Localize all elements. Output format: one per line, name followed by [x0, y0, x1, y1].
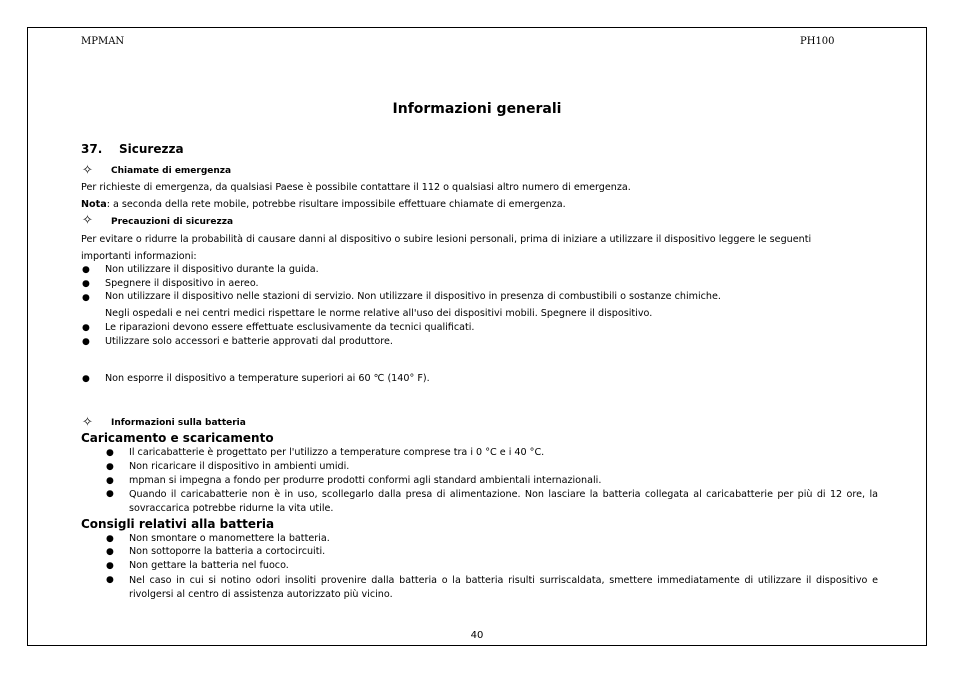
bullet-icon: ● — [82, 323, 90, 333]
charging-title: Caricamento e scaricamento — [81, 431, 274, 445]
section-number: 37. — [81, 142, 103, 156]
star-icon: ✧ — [82, 163, 93, 178]
bullet-icon: ● — [82, 337, 90, 347]
list-item: Le riparazioni devono essere effettuate esclusivamente da tecnici qualificati. — [105, 322, 475, 333]
page-number: 40 — [470, 630, 484, 641]
tips-title: Consigli relativi alla batteria — [81, 517, 275, 531]
star-icon: ✧ — [82, 415, 93, 430]
bullet-icon: ● — [82, 265, 90, 275]
bullet-icon: ● — [106, 547, 114, 557]
precautions-intro-cont: importanti informazioni: — [81, 251, 197, 262]
list-item: Non utilizzare il dispositivo nelle stazioni di servizio. Non utilizzare il dispositivo in presenza di combustibili o sostanze chimiche. — [105, 291, 721, 302]
note-label: Nota — [81, 199, 107, 210]
bullet-icon: ● — [106, 575, 114, 585]
bullet-icon: ● — [82, 279, 90, 289]
bullet-icon: ● — [106, 489, 114, 499]
precautions-heading: Precauzioni di sicurezza — [111, 217, 234, 227]
page-title: Informazioni generali — [392, 101, 562, 117]
bullet-icon: ● — [106, 561, 114, 571]
bullet-icon: ● — [106, 448, 114, 458]
emergency-heading: Chiamate di emergenza — [111, 166, 232, 176]
emergency-text: Per richieste di emergenza, da qualsiasi Paese è possibile contattare il 112 o qualsiasi altro numero di emergenza. — [81, 182, 631, 193]
section-title: Sicurezza — [119, 142, 184, 156]
list-item: Quando il caricabatterie non è in uso, scollegarlo dalla presa di alimentazione. Non lasciare la batteria collegata al caricabatterie per più di 12 ore, la sovraccarica potrebbe ridurne la vita utile. — [129, 489, 878, 514]
note-text: : a seconda della rete mobile, potrebbe risultare impossibile effettuare chiamate di emergenza. — [106, 199, 566, 210]
list-item: Non sottoporre la batteria a cortocircuiti. — [129, 546, 326, 557]
emergency-note — [81, 199, 566, 210]
bullet-icon: ● — [106, 534, 114, 544]
battery-heading: Informazioni sulla batteria — [111, 418, 246, 428]
bullet-icon: ● — [82, 293, 90, 303]
list-item: Non gettare la batteria nel fuoco. — [129, 560, 289, 571]
list-item: mpman si impegna a fondo per produrre prodotti conformi agli standard ambientali internazionali. — [129, 475, 602, 486]
list-item: Spegnere il dispositivo in aereo. — [105, 278, 259, 289]
list-item: Non smontare o manomettere la batteria. — [129, 533, 330, 544]
list-item: Negli ospedali e nei centri medici rispettare le norme relative all'uso dei dispositivi mobili. Spegnere il dispositivo. — [105, 308, 653, 319]
list-item: Non esporre il dispositivo a temperature superiori ai 60 ℃ (140° F). — [105, 373, 430, 384]
list-item: Utilizzare solo accessori e batterie approvati dal produttore. — [105, 336, 393, 347]
star-icon: ✧ — [82, 213, 93, 228]
bullet-icon: ● — [106, 462, 114, 472]
header-brand: MPMAN — [81, 36, 125, 47]
list-item: Non utilizzare il dispositivo durante la guida. — [105, 264, 319, 275]
header-model: PH100 — [800, 36, 835, 47]
list-item: Il caricabatterie è progettato per l'utilizzo a temperature comprese tra i 0 °C e i 40 °C. — [129, 447, 545, 458]
bullet-icon: ● — [82, 374, 90, 384]
list-item: Nel caso in cui si notino odori insoliti provenire dalla batteria o la batteria risulti surriscaldata, smettere immediatamente di utilizzare il dispositivo e rivolgersi al centro di assistenza autorizzato più vicino. — [129, 575, 878, 600]
list-item: Non ricaricare il dispositivo in ambienti umidi. — [129, 461, 350, 472]
precautions-intro: Per evitare o ridurre la probabilità di causare danni al dispositivo o subire lesioni personali, prima di iniziare a utilizzare il dispositivo leggere le seguenti — [81, 234, 812, 245]
bullet-icon: ● — [106, 476, 114, 486]
